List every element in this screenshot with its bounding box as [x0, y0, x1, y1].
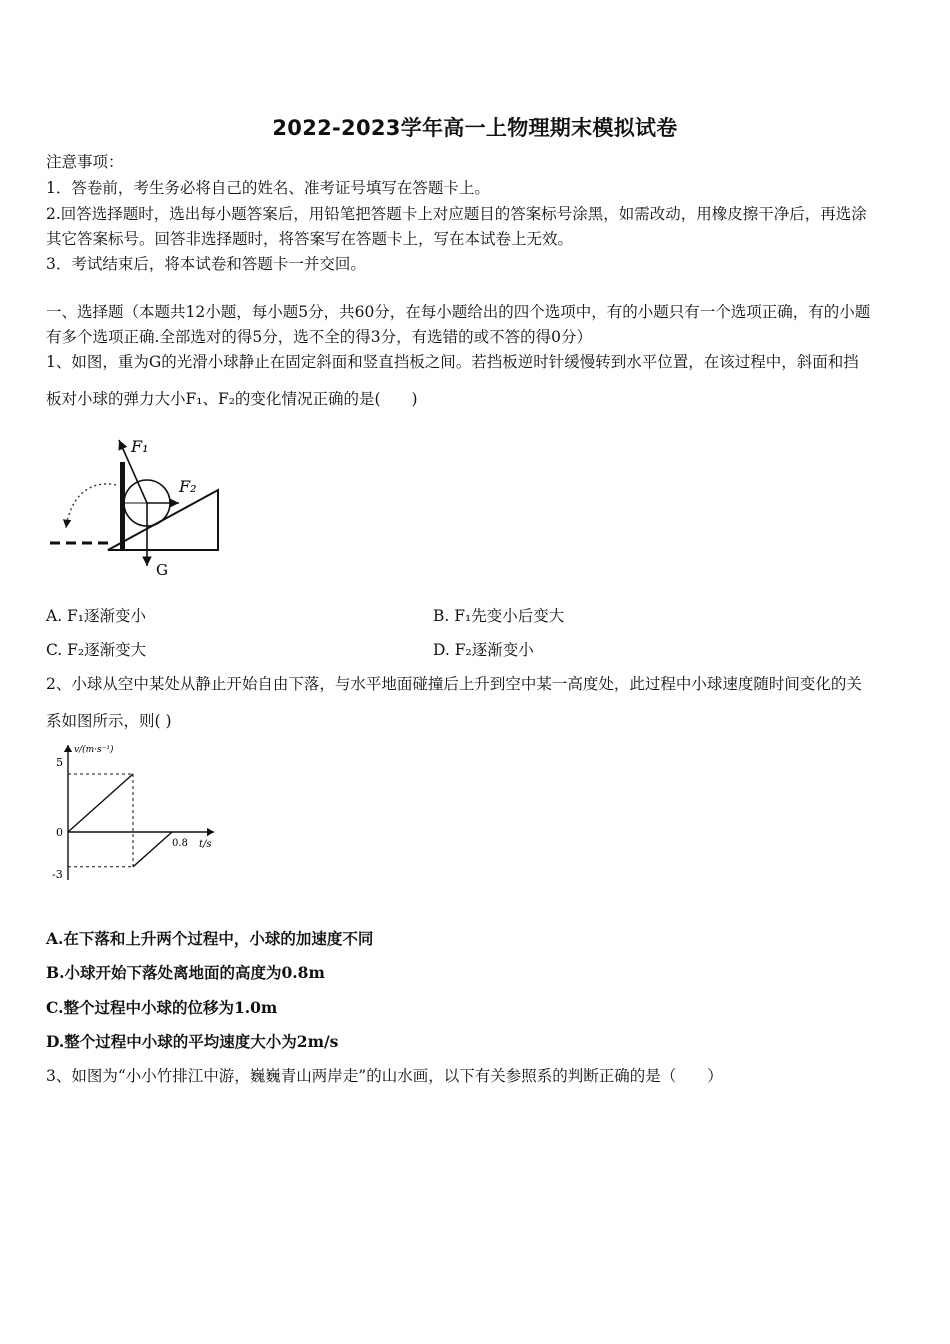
- q1-stem-line-1: 1、如图，重为G的光滑小球静止在固定斜面和竖直挡板之间。若挡板逆时针缓慢转到水平位置，在该过程中，斜面和挡: [46, 353, 859, 371]
- notice-heading: 注意事项：: [46, 153, 124, 171]
- page-title: 2022-2023学年高一上物理期末模拟试卷: [272, 116, 678, 140]
- q1-stem-line-2: 板对小球的弹力大小F₁、F₂的变化情况正确的是( ): [46, 390, 418, 408]
- ytick-top: 5: [56, 756, 63, 769]
- q2-vt-chart: [46, 740, 236, 890]
- ytick-bottom: -3: [52, 868, 63, 881]
- q2-option-c[interactable]: C.整个过程中小球的位移为1.0m: [46, 998, 278, 1017]
- q2-option-d[interactable]: D.整个过程中小球的平均速度大小为2m/s: [46, 1032, 339, 1051]
- f2-label: F₂: [179, 477, 197, 496]
- notice-line-3: 其它答案标号。回答非选择题时，将答案写在答题卡上，写在本试卷上无效。: [46, 230, 574, 248]
- section-line-1: 一、选择题（本题共12小题，每小题5分，共60分，在每小题给出的四个选项中，有的小题只有一个选项正确，有的小题: [46, 303, 871, 321]
- q2-stem-line-1: 2、小球从空中某处从静止开始自由下落，与水平地面碰撞后上升到空中某一高度处，此过程中小球速度随时间变化的关: [46, 675, 862, 693]
- g-label: G: [156, 561, 168, 575]
- xtick-label: 0.8: [172, 838, 188, 849]
- q3-stem-line-1: 3、如图为“小小竹排江中游，巍巍青山两岸走”的山水画，以下有关参照系的判断正确的是（ ）: [46, 1067, 723, 1085]
- vt-segment-1: [68, 774, 133, 832]
- origin-label: 0: [56, 826, 63, 839]
- q2-option-a[interactable]: A.在下落和上升两个过程中，小球的加速度不同: [46, 929, 374, 948]
- rotation-arc: [66, 484, 116, 528]
- notice-line-1: 1．答卷前，考生务必将自己的姓名、准考证号填写在答题卡上。: [46, 179, 490, 197]
- q2-stem-line-2: 系如图所示，则( ): [46, 712, 172, 730]
- y-axis-label: v/(m·s⁻¹): [74, 745, 114, 755]
- q2-option-b[interactable]: B.小球开始下落处离地面的高度为0.8m: [46, 963, 325, 982]
- x-axis-label: t/s: [199, 839, 212, 850]
- notice-line-2: 2.回答选择题时，选出每小题答案后，用铅笔把答题卡上对应题目的答案标号涂黑，如需改动，用橡皮擦干净后，再选涂: [46, 205, 867, 223]
- q1-option-c[interactable]: C. F₂逐渐变大: [46, 641, 147, 659]
- f1-label: F₁: [131, 437, 149, 456]
- q1-option-a[interactable]: A. F₁逐渐变小: [46, 607, 147, 625]
- q1-option-d[interactable]: D. F₂逐渐变小: [433, 641, 534, 659]
- vt-segment-2: [133, 832, 172, 867]
- q1-figure: [46, 430, 236, 575]
- section-line-2: 有多个选项正确.全部选对的得5分，选不全的得3分，有选错的或不答的得0分）: [46, 328, 593, 346]
- q1-option-b[interactable]: B. F₁先变小后变大: [433, 607, 565, 625]
- notice-line-4: 3．考试结束后，将本试卷和答题卡一并交回。: [46, 255, 366, 273]
